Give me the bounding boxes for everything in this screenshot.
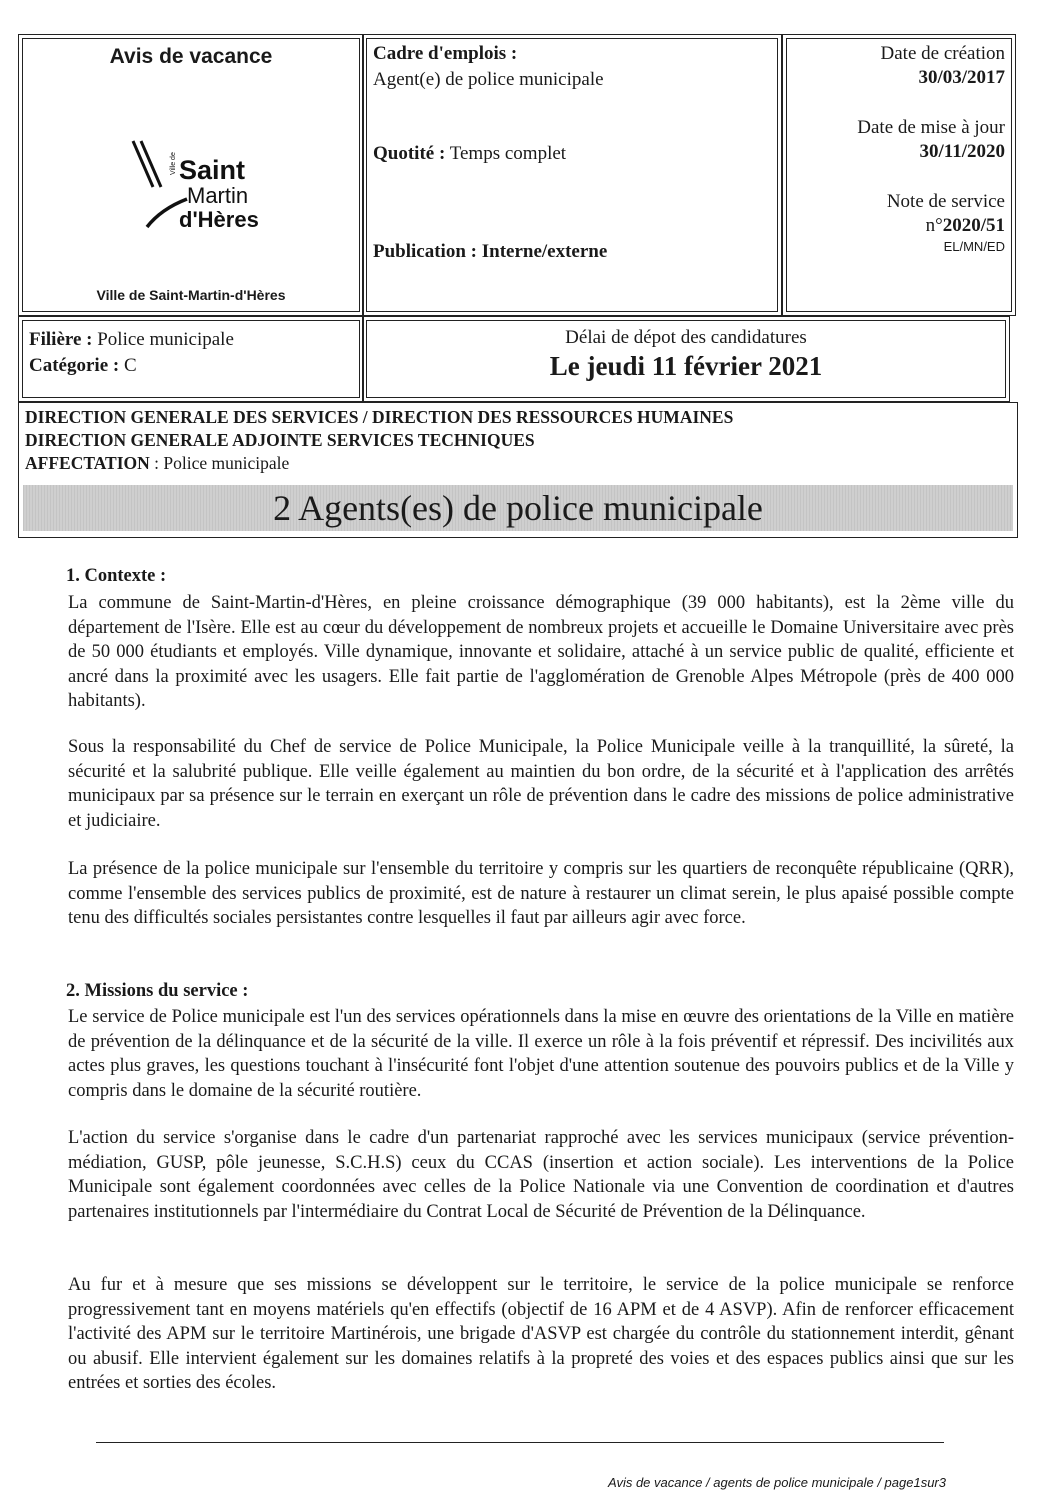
delai-date: Le jeudi 11 février 2021 [549,351,823,381]
section-missions-title: 2. Missions du service : [66,981,249,1001]
quotite [373,143,566,165]
categorie [29,355,137,377]
filiere [29,329,234,351]
quotite-value: Temps complet [449,143,567,164]
filiere-label: Filière : [29,329,93,350]
avis-title: Avis de vacance [109,45,273,68]
logo-ville-de: Ville de [170,152,177,175]
date-maj-label: Date de mise à jour [857,117,1005,138]
date-maj-value: 30/11/2020 [919,141,1005,162]
paragraph-contexte-1: La commune de Saint-Martin-d'Hères, en pleine croissance démographique (39 000 habitants), est la 2ème ville du département de l'Isère. Elle est au cœur du développement de nombreux projets et accueille le Domaine Universitaire avec près de 50 000 étudiants et employés. Ville dynamique, innovante et solidaire, attaché à un service public de qualité, efficiente et ancré dans la proximité avec les usagers. Elle fait partie de l'agglomération de Grenoble Alpes Métropole (près de 400 000 habitants). [68,593,1014,712]
initials: EL/MN/ED [943,239,1005,254]
cadre-emplois-box [366,38,778,312]
title-band [23,485,1013,531]
cadre-label: Cadre d'emplois : [373,43,518,64]
affectation-label: AFFECTATION [25,453,150,473]
dates-box [786,38,1012,312]
affectation-value: : Police municipale [149,453,290,473]
paragraph-missions-1: Le service de Police municipale est l'un des services opérationnels dans la mise en œuvre des orientations de la Ville en matière de prévention de la délinquance et de la sécurité de la ville. Il exerce un rôle à la fois préventif et répressif. Des incivilités aux actes plus graves, les questions touchant à l'insécurité font l'objet d'une attention soutenue des pouvoirs publics et de la Ville y compris dans le domaine de la sécurité routière. [68,1007,1014,1101]
footer-text: Avis de vacance / agents de police municipale / page1sur3 [608,1475,946,1490]
note-service-label: Note de service [886,191,1005,212]
saint-martin-dheres-logo [127,135,277,245]
logo-heres: d'Hères [179,207,259,232]
logo-martin: Martin [187,183,249,208]
section-contexte-title: 1. Contexte : [66,566,167,586]
publication: Publication : Interne/externe [373,241,608,262]
categorie-value: C [123,355,137,376]
delai-box [366,320,1006,398]
page-title: 2 Agents(es) de police municipale [273,488,763,528]
affectation [25,453,289,474]
paragraph-missions-2: L'action du service s'organise dans le cadre d'un partenariat rapproché avec les services municipaux (service prévention-médiation, GUSP, pôle jeunesse, S.C.H.S) ceux du CCAS (insertion et action sociale). Les interventions de la Police Municipale sont également coordonnées avec celles de la Police Nationale via une Convention de coordination et d'autres partenaires institutionnels par l'intermédiaire du Contrat Local de Sécurité de Prévention de la Délinquance. [68,1128,1014,1222]
date-creation-label: Date de création [880,43,1005,64]
categorie-label: Catégorie : [29,355,120,376]
filiere-box [22,320,360,398]
avis-de-vacance-box [22,38,360,312]
paragraph-contexte-2: Sous la responsabilité du Chef de service de Police Municipale, la Police Municipale veille à la tranquillité, la sûreté, la sécurité et la salubrité publique. Elle veille également au maintien du bon ordre, de la sécurité et à l'application des arrêtés municipaux par sa présence sur le terrain en exerçant un rôle de prévention dans le cadre des missions de police administrative et judiciaire. [68,737,1014,831]
filiere-value: Police municipale [97,329,234,350]
note-value: 2020/51 [942,215,1005,236]
cadre-value: Agent(e) de police municipale [373,69,604,90]
direction-line-1: DIRECTION GENERALE DES SERVICES / DIRECTION DES RESSOURCES HUMAINES [25,407,734,427]
delai-label: Délai de dépot des candidatures [565,327,807,348]
direction-line-2: DIRECTION GENERALE ADJOINTE SERVICES TECHNIQUES [25,430,535,450]
note-prefix: n° [925,215,943,236]
date-creation-value: 30/03/2017 [918,67,1005,88]
paragraph-contexte-3: La présence de la police municipale sur l'ensemble du territoire y compris sur les quartiers de reconquête républicaine (QRR), comme l'ensemble des services publics de proximité, est de nature à restaurer un climat serein, le plus apaisé possible compte tenu des difficultés sociales persistantes contre lesquelles il faut par ailleurs agir avec force. [68,859,1014,929]
quotite-label: Quotité : [373,143,446,164]
footer-divider [96,1442,944,1443]
ville-name: Ville de Saint-Martin-d'Hères [96,287,286,303]
direction-box [18,402,1018,538]
logo-saint: Saint [179,155,246,185]
paragraph-missions-3: Au fur et à mesure que ses missions se développent sur le territoire, le service de la police municipale se renforce progressivement tant en moyens matériels qu'en effectifs (objectif de 16 APM et de 4 ASVP). Afin de renforcer efficacement l'activité des APM sur le territoire Martinérois, une brigade d'ASVP est chargée du contrôle du stationnement interdit, gênant ou abusif. Elle intervient également sur les domaines relatifs à la propreté des voies et des espaces publics ainsi que sur les entrées et sorties des écoles. [68,1275,1014,1394]
note-service-number [926,215,1005,237]
